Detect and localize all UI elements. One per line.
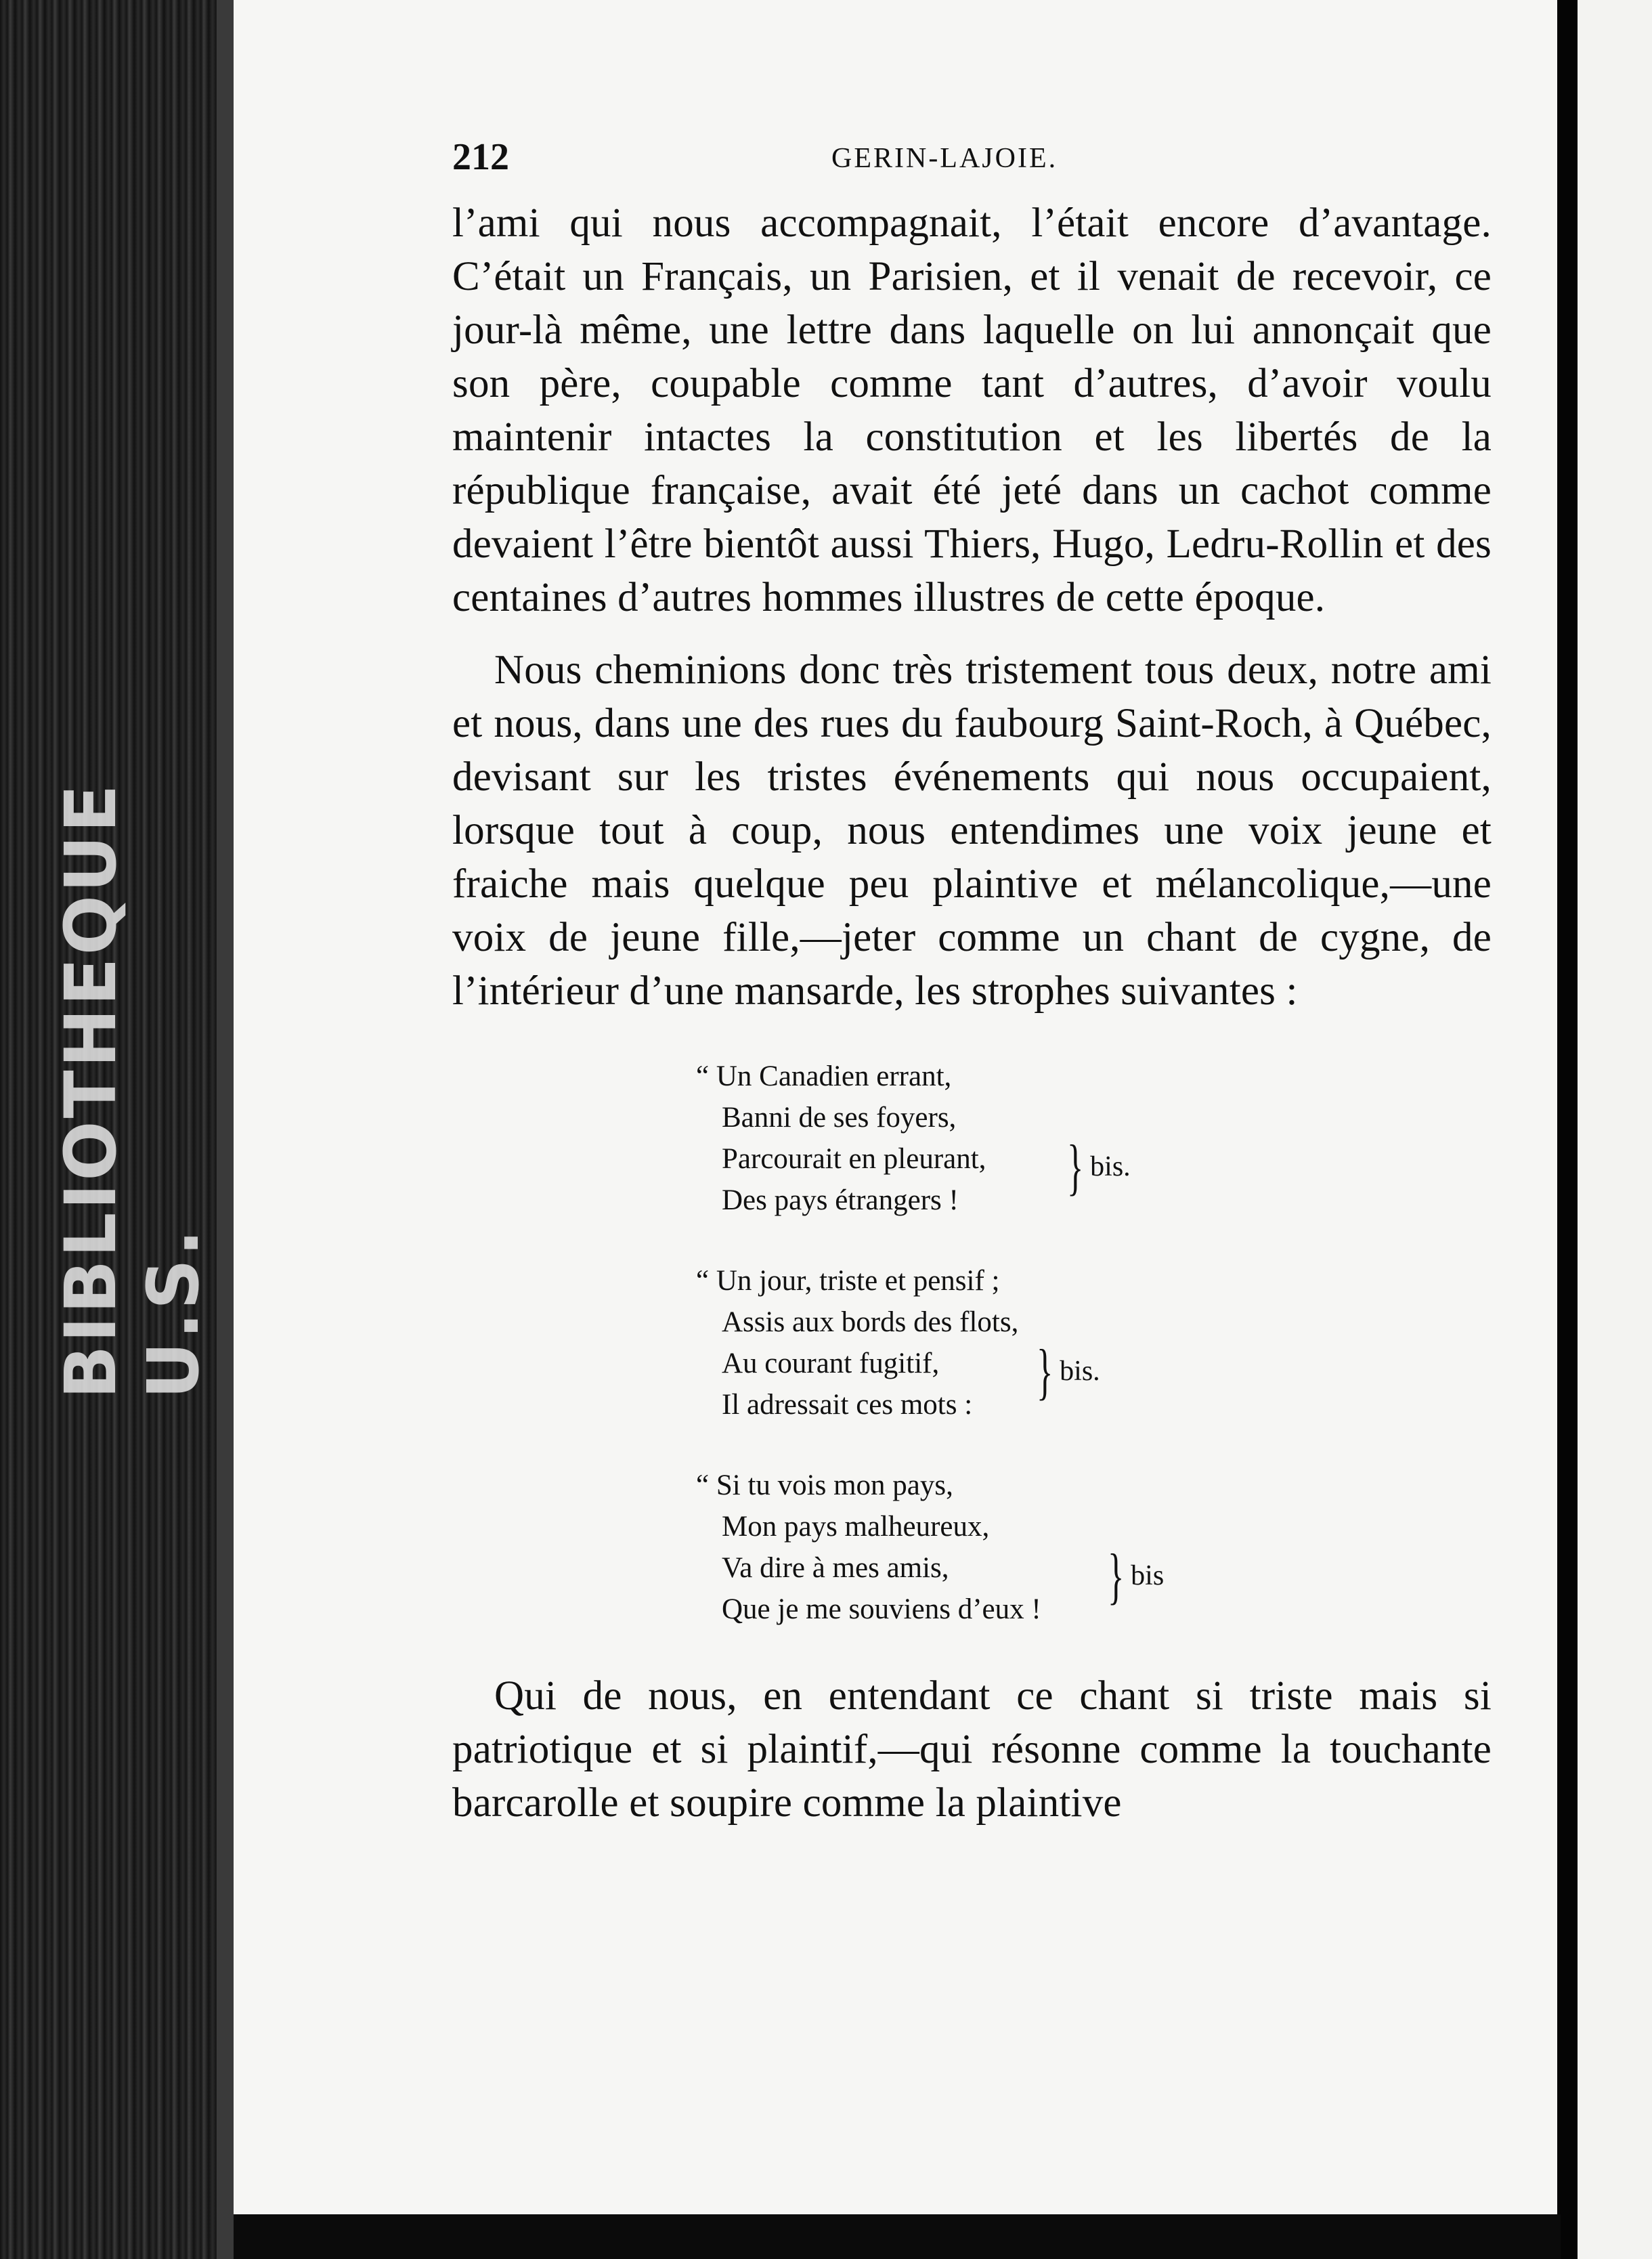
verse-line: “ Un Canadien errant,: [696, 1060, 952, 1092]
brace-icon: }: [1107, 1541, 1125, 1610]
refrain-label: bis.: [1060, 1356, 1100, 1387]
paragraph-2: Nous cheminions donc très tristement tous deux, notre ami et nous, dans une des rues du faubourg Saint-Roch, à Québec, devisant sur les tristes événements qui nous occupaient, lorsque tout à coup, nous entendimes une voix jeune et fraiche mais quelque peu plaintive et mélancolique,—une voix de jeune fille,—jeter comme un chant de cygne, de l’intérieur d’une mansarde, les strophes suivantes :: [452, 647, 1492, 1014]
library-stamp: BIBLIOTHEQUE U.S.: [49, 781, 215, 1399]
brace-icon: }: [1036, 1337, 1053, 1406]
verse-line: Il adressait ces mots :: [722, 1389, 973, 1421]
bottom-margin: [234, 2214, 1561, 2259]
refrain-label: bis.: [1090, 1151, 1131, 1182]
paragraph-1: l’ami qui nous accompagnait, l’était encore d’avantage. C’était un Français, un Parisien, et il venait de recevoir, ce jour-là même, une lettre dans laquelle on lui annonçait que son père, coupable comme tant d’autres, d’avoir voulu maintenir intactes la constitution et les libertés de la république française, avait été jeté dans un cachot comme devaient l’être bientôt aussi Thiers, Hugo, Ledru-Rollin et des centaines d’autres hommes illustres de cette époque.: [452, 200, 1492, 620]
refrain-label: bis: [1131, 1560, 1165, 1591]
verse-line: Que je me souviens d’eux !: [722, 1593, 1041, 1625]
page-content: [452, 135, 1492, 1830]
stanza-1: [696, 1056, 1492, 1221]
verse-line: Mon pays malheureux,: [722, 1511, 990, 1543]
brace-icon: }: [1066, 1132, 1084, 1201]
verse-line: Des pays étrangers !: [722, 1184, 959, 1216]
page-gutter: [1557, 0, 1578, 2259]
page-number: 212: [452, 136, 509, 178]
stanza-3: [696, 1465, 1492, 1630]
refrain-marker: [1030, 1337, 1100, 1406]
verse-line: Parcourait en pleurant,: [722, 1143, 986, 1175]
verse-line: Banni de ses foyers,: [722, 1102, 957, 1134]
verse-line: Va dire à mes amis,: [722, 1552, 949, 1584]
stanza-2: [696, 1260, 1492, 1425]
verse-line: Au courant fugitif,: [722, 1348, 940, 1379]
verse-line: Assis aux bords des flots,: [722, 1306, 1019, 1338]
paragraph-3: Qui de nous, en entendant ce chant si triste mais si patriotique et si plaintif,—qui résonne comme la touchante barcarolle et soupire comme la plaintive: [452, 1673, 1492, 1826]
page-header: [452, 135, 1492, 196]
refrain-marker: [1101, 1541, 1165, 1610]
verse-line: “ Un jour, triste et pensif ;: [696, 1265, 1000, 1297]
verse-line: “ Si tu vois mon pays,: [696, 1469, 953, 1501]
refrain-marker: [1060, 1132, 1131, 1201]
running-head: GERIN-LAJOIE.: [831, 143, 1058, 174]
poem: [696, 1056, 1492, 1630]
next-page-edge: [1578, 0, 1652, 2259]
